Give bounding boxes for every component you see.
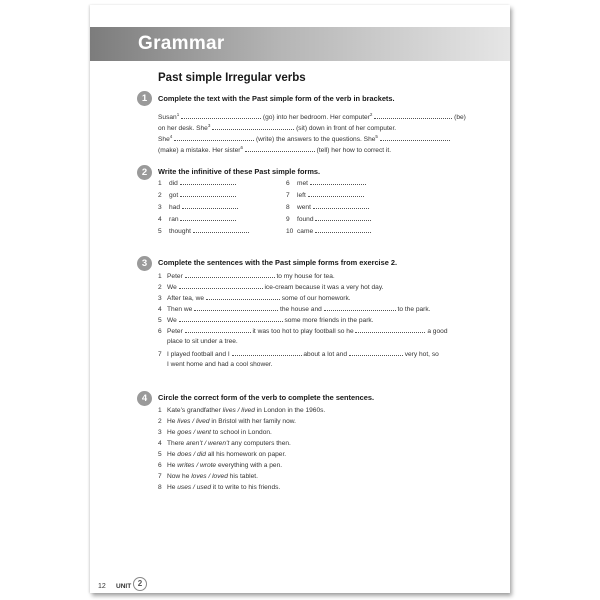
answer-gap[interactable]: [308, 191, 364, 197]
ex3-sentence-6: [158, 327, 447, 335]
item-number: 3: [158, 429, 162, 436]
ex3-text: After tea, we: [167, 295, 205, 302]
ex3-text: to my house for tea.: [276, 273, 335, 280]
answer-gap[interactable]: [212, 124, 294, 130]
sentence-text: He: [167, 418, 178, 425]
ex3-text: to the park.: [397, 306, 431, 313]
past-form: met: [297, 180, 310, 187]
item-number: 7: [158, 351, 162, 358]
ex3-sentence-5: [158, 316, 374, 324]
ex3-text: it was too hot to play football so he: [252, 328, 354, 335]
answer-gap[interactable]: [245, 146, 315, 152]
sentence-text: it to write to his friends.: [211, 484, 281, 491]
ex3-text: I went home and had a cool shower.: [167, 361, 273, 368]
ex4-sentence: [158, 451, 286, 458]
past-form: went: [297, 204, 313, 211]
item-number: 10: [286, 228, 294, 235]
sentence-text: He: [167, 451, 178, 458]
answer-gap[interactable]: [194, 305, 278, 311]
verb-options[interactable]: lives / lived: [222, 407, 255, 414]
ex1-line-2: [158, 123, 396, 132]
answer-gap[interactable]: [182, 203, 238, 209]
ex2-item: [158, 215, 236, 223]
ex4-sentence: [158, 484, 280, 491]
item-number: 3: [158, 204, 162, 211]
verb-options[interactable]: loves / loved: [191, 473, 228, 480]
sentence-text: There: [167, 440, 187, 447]
sentence-text: his tablet.: [227, 473, 258, 480]
ex4-sentence: [158, 473, 258, 480]
verb-options[interactable]: uses / used: [177, 484, 211, 491]
ex3-text: Peter: [167, 273, 183, 280]
unit-label: UNIT: [116, 583, 132, 590]
ex3-text: very hot, so: [404, 351, 439, 358]
answer-gap[interactable]: [313, 203, 369, 209]
ex1-line-1: [158, 112, 466, 121]
ex4-sentence: [158, 462, 282, 469]
answer-gap[interactable]: [185, 327, 251, 333]
verb-options[interactable]: does / did: [177, 451, 206, 458]
ex1-text: Susan: [158, 114, 177, 122]
ex3-text: some of our homework.: [281, 295, 351, 302]
ex3-text: a good: [427, 328, 448, 335]
gap-number: 2: [369, 112, 373, 117]
page-number: 12: [98, 583, 106, 590]
verb-options[interactable]: writes / wrote: [177, 462, 217, 469]
answer-gap[interactable]: [180, 179, 236, 185]
gap-number: 5: [375, 134, 378, 139]
sentence-text: in London in the 1960s.: [254, 407, 326, 414]
ex3-text: the house and: [279, 306, 322, 313]
sentence-text: Kate’s grandfather: [167, 407, 223, 414]
ex3-sentence-1: [158, 272, 335, 280]
past-form: did: [169, 180, 180, 187]
item-number: 2: [158, 418, 162, 425]
past-form: got: [169, 192, 180, 199]
item-number: 9: [286, 216, 290, 223]
ex3-sentence-4: [158, 305, 430, 313]
exercise-3-instruction: Complete the sentences with the Past simple forms from exercise 2.: [158, 258, 398, 267]
ex2-item: [286, 191, 364, 199]
gap-number: 6: [240, 145, 243, 150]
answer-gap[interactable]: [181, 113, 261, 119]
item-number: 4: [158, 216, 162, 223]
ex4-sentence: [158, 418, 296, 425]
answer-gap[interactable]: [232, 350, 302, 356]
item-number: 8: [286, 204, 290, 211]
answer-gap[interactable]: [179, 283, 263, 289]
item-number: 5: [158, 228, 162, 235]
item-number: 1: [158, 273, 162, 280]
exercise-4-number: 4: [137, 391, 152, 406]
ex2-item: [158, 191, 236, 199]
sentence-text: in Bristol with her family now.: [209, 418, 296, 425]
answer-gap[interactable]: [180, 191, 236, 197]
item-number: 6: [286, 180, 290, 187]
item-number: 2: [158, 284, 162, 291]
past-form: ran: [169, 216, 181, 223]
answer-gap[interactable]: [185, 272, 275, 278]
answer-gap[interactable]: [193, 227, 249, 233]
item-number: 7: [158, 473, 162, 480]
past-form: found: [297, 216, 316, 223]
item-number: 1: [158, 407, 162, 414]
gap-number: 1: [176, 112, 180, 117]
ex4-sentence: [158, 440, 291, 447]
verb-options[interactable]: goes / went: [177, 429, 211, 436]
ex3-text: ice-cream because it was a very hot day.: [264, 284, 384, 291]
ex3-sentence-7-cont: [167, 361, 273, 368]
sentence-text: all his homework on paper.: [205, 451, 287, 458]
exercise-2-instruction: Write the infinitive of these Past simple forms.: [158, 167, 321, 176]
past-form: thought: [169, 228, 193, 235]
sentence-text: He: [167, 484, 178, 491]
answer-gap[interactable]: [174, 135, 254, 141]
sentence-text: He: [167, 429, 178, 436]
ex2-item: [158, 203, 238, 211]
ex3-sentence-2: [158, 283, 383, 291]
item-number: 6: [158, 462, 162, 469]
ex2-item: [158, 227, 249, 235]
verb-options[interactable]: aren’t / weren’t: [186, 440, 230, 447]
exercise-2-number: 2: [137, 165, 152, 180]
ex4-sentence: [158, 407, 325, 414]
exercise-3-number: 3: [137, 256, 152, 271]
ex3-sentence-6-cont: [167, 338, 238, 345]
sentence-text: everything with a pen.: [216, 462, 283, 469]
workbook-page: [90, 5, 510, 593]
answer-gap[interactable]: [355, 327, 425, 333]
ex3-text: We: [167, 284, 177, 291]
ex1-text: (write) the answers to the questions. She: [255, 136, 376, 144]
ex3-text: Then we: [167, 306, 193, 313]
section-title: Past simple Irregular verbs: [158, 72, 306, 84]
exercise-4-instruction: Circle the correct form of the verb to complete the sentences.: [158, 393, 375, 402]
ex3-text: Peter: [167, 328, 183, 335]
item-number: 7: [286, 192, 290, 199]
ex3-text: some more friends in the park.: [284, 317, 374, 324]
answer-gap[interactable]: [349, 350, 403, 356]
answer-gap[interactable]: [315, 215, 371, 221]
sentence-text: Now he: [167, 473, 192, 480]
ex1-text: (tell) her how to correct it.: [316, 147, 392, 155]
answer-gap[interactable]: [180, 215, 236, 221]
answer-gap[interactable]: [206, 294, 280, 300]
ex2-item: [286, 227, 371, 235]
ex1-text: (be): [454, 114, 466, 122]
ex2-item: [286, 215, 371, 223]
unit-number-badge: 2: [133, 577, 147, 591]
item-number: 8: [158, 484, 162, 491]
page-title: Grammar: [138, 33, 225, 54]
exercise-1-instruction: Complete the text with the Past simple form of the verb in brackets.: [158, 94, 395, 103]
sentence-text: to school in London.: [211, 429, 272, 436]
ex3-text: We: [167, 317, 177, 324]
sentence-text: He: [167, 462, 178, 469]
item-number: 4: [158, 306, 162, 313]
gap-number: 3: [207, 123, 211, 128]
title-band: [90, 27, 510, 61]
answer-gap[interactable]: [179, 316, 283, 322]
ex3-text: I played football and I: [167, 351, 230, 358]
ex1-text: (make) a mistake. Her sister: [158, 147, 241, 155]
item-number: 5: [158, 317, 162, 324]
ex3-text: place to sit under a tree.: [167, 338, 238, 345]
past-form: had: [169, 204, 182, 211]
ex3-sentence-7: [158, 350, 439, 358]
ex1-line-3: [158, 134, 450, 143]
exercise-1-number: 1: [137, 91, 152, 106]
verb-options[interactable]: lives / lived: [177, 418, 210, 425]
item-number: 4: [158, 440, 162, 447]
ex1-text: (go) into her bedroom. Her computer: [262, 114, 370, 122]
ex3-sentence-3: [158, 294, 351, 302]
item-number: 3: [158, 295, 162, 302]
answer-gap[interactable]: [310, 179, 366, 185]
ex2-item: [158, 179, 236, 187]
gap-number: 4: [169, 134, 173, 139]
ex2-item: [286, 179, 366, 187]
ex2-item: [286, 203, 369, 211]
item-number: 1: [158, 180, 162, 187]
ex1-text: on her desk. She: [158, 125, 208, 133]
ex3-text: about a lot and: [303, 351, 348, 358]
past-form: left: [297, 192, 308, 199]
answer-gap[interactable]: [374, 113, 452, 119]
answer-gap[interactable]: [380, 135, 450, 141]
item-number: 6: [158, 328, 162, 335]
ex4-sentence: [158, 429, 272, 436]
answer-gap[interactable]: [315, 227, 371, 233]
ex1-text: She: [158, 136, 170, 144]
ex1-line-4: [158, 145, 391, 154]
item-number: 5: [158, 451, 162, 458]
ex1-text: (sit) down in front of her computer.: [296, 125, 397, 133]
item-number: 2: [158, 192, 162, 199]
answer-gap[interactable]: [324, 305, 396, 311]
sentence-text: any computers then.: [229, 440, 291, 447]
past-form: came: [297, 228, 315, 235]
